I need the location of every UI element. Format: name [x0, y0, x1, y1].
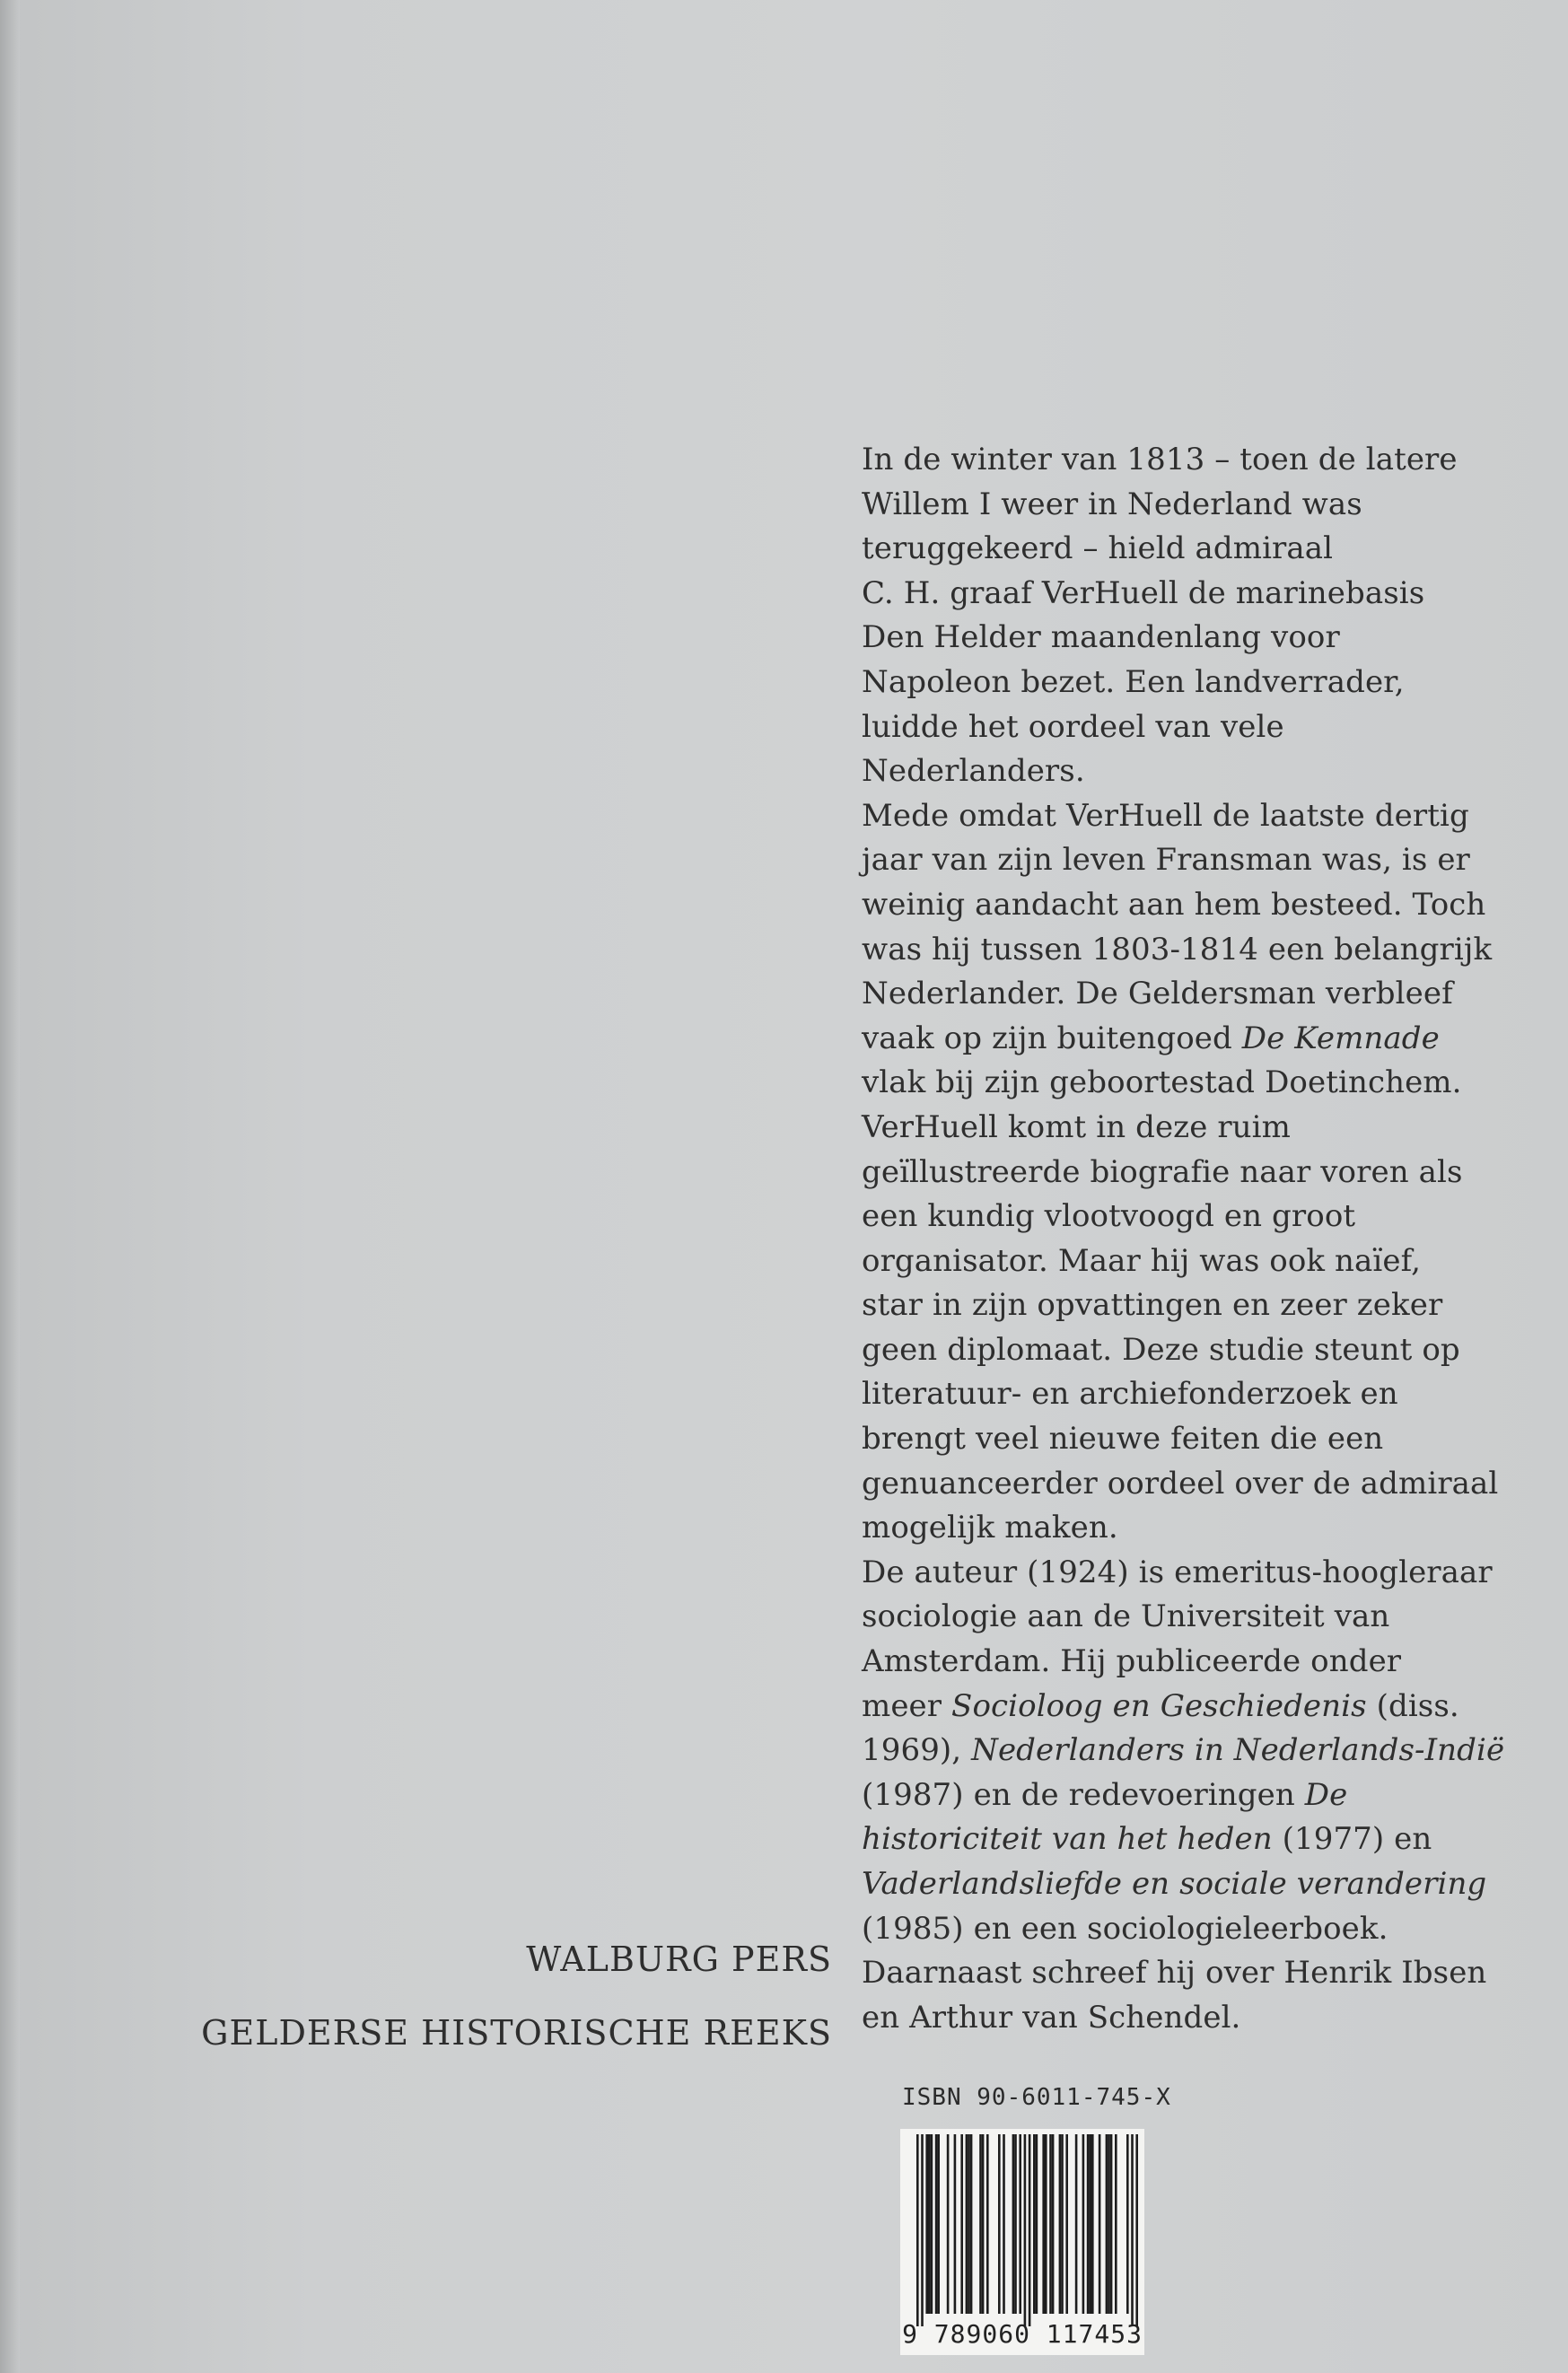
blurb-line	[862, 1907, 1508, 1952]
text-run: genuanceerder oordeel over de admiraal	[862, 1465, 1499, 1502]
text-run: (1985) en een sociologieleerboek.	[862, 1910, 1388, 1947]
barcode-bar	[1014, 2134, 1017, 2314]
text-run: (1987) en de redevoeringen	[862, 1776, 1305, 1813]
blurb-line	[862, 1151, 1508, 1195]
text-run: literatuur- en archiefonderzoek en	[862, 1376, 1398, 1413]
blurb-line	[862, 1551, 1508, 1596]
barcode-bar	[1115, 2134, 1117, 2314]
text-run: Nederlander. De Geldersman verbleef	[862, 976, 1453, 1012]
blurb-line	[862, 883, 1508, 928]
barcode-bar	[1049, 2134, 1052, 2314]
series-name: GELDERSE HISTORISCHE REEKS	[201, 2013, 832, 2053]
barcode-bar	[1126, 2134, 1129, 2314]
barcode-bar	[1045, 2134, 1047, 2314]
barcode-bar	[1012, 2134, 1015, 2314]
text-run: en Arthur van Schendel.	[862, 1999, 1241, 2036]
blurb-line	[862, 1462, 1508, 1507]
blurb-line	[862, 438, 1508, 483]
text-run: Nederlanders.	[862, 753, 1085, 790]
blurb-line	[862, 972, 1508, 1017]
text-run: De auteur (1924) is emeritus-hoogleraar	[862, 1554, 1493, 1590]
blurb-line	[862, 616, 1508, 661]
barcode-bar	[1091, 2134, 1094, 2314]
barcode-bar	[928, 2134, 931, 2314]
blurb-line	[862, 1951, 1508, 1996]
barcode-bar	[947, 2134, 950, 2314]
italic-title: Nederlanders in Nederlands-Indië	[971, 1732, 1505, 1769]
barcode-bar	[1108, 2134, 1110, 2314]
barcode-bar	[968, 2134, 970, 2314]
barcode-bar	[925, 2134, 928, 2314]
text-run: was hij tussen 1803-1814 een belangrijk	[862, 931, 1493, 968]
text-run: luidde het oordeel van vele	[862, 708, 1284, 745]
italic-title: De Kemnade	[1241, 1020, 1440, 1056]
blurb-line	[862, 1729, 1508, 1773]
publisher-name: WALBURG PERS	[526, 1940, 832, 1979]
blurb-line	[862, 1239, 1508, 1284]
text-run: star in zijn opvattingen en zeer zeker	[862, 1287, 1443, 1324]
text-run: Willem I weer in Nederland was	[862, 486, 1362, 522]
text-run: (1977) en	[1272, 1821, 1432, 1858]
text-run: In de winter van 1813 – toen de latere	[862, 442, 1458, 477]
italic-title: Socioloog en Geschiedenis	[951, 1687, 1367, 1724]
text-run: Den Helder maandenlang voor	[862, 619, 1340, 656]
text-run: Mede omdat VerHuell de laatste dertig	[862, 797, 1469, 834]
text-run: organisator. Maar hij was ook naïef,	[862, 1242, 1421, 1279]
barcode-bar	[1082, 2134, 1085, 2314]
barcode-bar	[1089, 2134, 1091, 2314]
barcode-bar	[1106, 2134, 1108, 2314]
text-run: brengt veel nieuwe feiten die een	[862, 1421, 1384, 1458]
blurb-line	[862, 1685, 1508, 1729]
italic-title: De	[1304, 1776, 1348, 1813]
barcode	[900, 2129, 1144, 2355]
blurb-line	[862, 1773, 1508, 1818]
barcode-bar	[931, 2134, 933, 2314]
blurb-line	[862, 1328, 1508, 1373]
barcode-bar	[966, 2134, 968, 2314]
blurb-text	[862, 438, 1508, 2040]
blurb-line	[862, 1862, 1508, 1907]
barcode-bars	[900, 2129, 1144, 2328]
text-run: Daarnaast schreef hij over Henrik Ibsen	[862, 1955, 1487, 1992]
blurb-line	[862, 1017, 1508, 1062]
blurb-line	[862, 1595, 1508, 1640]
barcode-bar	[1003, 2134, 1005, 2314]
blurb-line	[862, 1996, 1508, 2041]
text-run: VerHuell komt in deze ruim	[862, 1108, 1291, 1145]
barcode-bar	[921, 2134, 924, 2326]
blurb-line	[862, 1283, 1508, 1328]
blurb-line	[862, 483, 1508, 528]
blurb-line	[862, 1817, 1508, 1862]
barcode-bar	[1099, 2134, 1101, 2314]
blurb-line	[862, 1640, 1508, 1685]
blurb-line	[862, 572, 1508, 617]
barcode-bar	[1087, 2134, 1090, 2314]
italic-title: Vaderlandsliefde en sociale verandering	[862, 1866, 1487, 1902]
barcode-bar	[935, 2134, 938, 2314]
barcode-bar	[1033, 2134, 1036, 2314]
blurb-line	[862, 705, 1508, 750]
blurb-line	[862, 1061, 1508, 1106]
text-run: geïllustreerde biografie naar voren als	[862, 1153, 1463, 1190]
blurb-line	[862, 1372, 1508, 1417]
text-run: een kundig vlootvoogd en groot	[862, 1198, 1356, 1235]
blurb-line	[862, 749, 1508, 794]
text-run: vaak op zijn buitengoed	[862, 1020, 1242, 1056]
blurb-paragraph	[862, 794, 1508, 1551]
barcode-bar	[1019, 2134, 1021, 2314]
barcode-bar	[960, 2134, 963, 2314]
blurb-line	[862, 661, 1508, 705]
text-run: (diss.	[1366, 1687, 1459, 1724]
blurb-line	[862, 928, 1508, 973]
text-run: jaar van zijn leven Fransman was, is er	[862, 842, 1470, 879]
italic-title: historiciteit van het heden	[862, 1821, 1273, 1858]
blurb-line	[862, 1106, 1508, 1151]
blurb-paragraph	[862, 1551, 1508, 2041]
barcode-bar	[1052, 2134, 1055, 2314]
barcode-bar	[1065, 2134, 1068, 2314]
blurb-line	[862, 1506, 1508, 1551]
text-run: Napoleon bezet. Een landverrader,	[862, 663, 1405, 700]
barcode-bar	[1135, 2134, 1138, 2326]
text-run: sociologie aan de Universiteit van	[862, 1598, 1390, 1635]
barcode-bar	[1061, 2134, 1064, 2314]
spine-edge	[0, 0, 20, 2373]
barcode-bar	[986, 2134, 989, 2314]
text-run: C. H. graaf VerHuell de marinebasis	[862, 574, 1425, 611]
blurb-line	[862, 1195, 1508, 1239]
blurb-paragraph	[862, 438, 1508, 794]
barcode-digits: 9 789060 117453	[902, 2319, 1143, 2349]
barcode-bar	[937, 2134, 940, 2314]
text-run: meer	[862, 1687, 952, 1724]
barcode-bar	[1131, 2134, 1134, 2326]
barcode-bar	[1110, 2134, 1113, 2314]
blurb-line	[862, 838, 1508, 883]
isbn-number: ISBN 90-6011-745-X	[902, 2084, 1171, 2111]
barcode-bar	[1036, 2134, 1038, 2314]
text-run: weinig aandacht aan hem besteed. Toch	[862, 886, 1486, 923]
barcode-bar	[982, 2134, 985, 2314]
barcode-bar	[1075, 2134, 1078, 2314]
barcode-bar	[1059, 2134, 1062, 2314]
barcode-bar	[998, 2134, 1001, 2314]
text-run: 1969),	[862, 1732, 972, 1769]
barcode-bar	[954, 2134, 957, 2314]
barcode-bar	[916, 2134, 919, 2326]
barcode-bar	[1029, 2134, 1031, 2326]
barcode-bar	[979, 2134, 982, 2314]
text-run: teruggekeerd – hield admiraal	[862, 530, 1334, 567]
text-run: vlak bij zijn geboortestad Doetinchem.	[862, 1064, 1462, 1101]
text-run: geen diplomaat. Deze studie steunt op	[862, 1331, 1460, 1368]
text-run: mogelijk maken.	[862, 1510, 1118, 1546]
barcode-bar	[970, 2134, 973, 2314]
text-run: Amsterdam. Hij publiceerde onder	[862, 1643, 1402, 1680]
blurb-line	[862, 527, 1508, 572]
blurb-line	[862, 1417, 1508, 1462]
blurb-line	[862, 794, 1508, 839]
barcode-bar	[1024, 2134, 1027, 2326]
barcode-bar	[1042, 2134, 1045, 2314]
